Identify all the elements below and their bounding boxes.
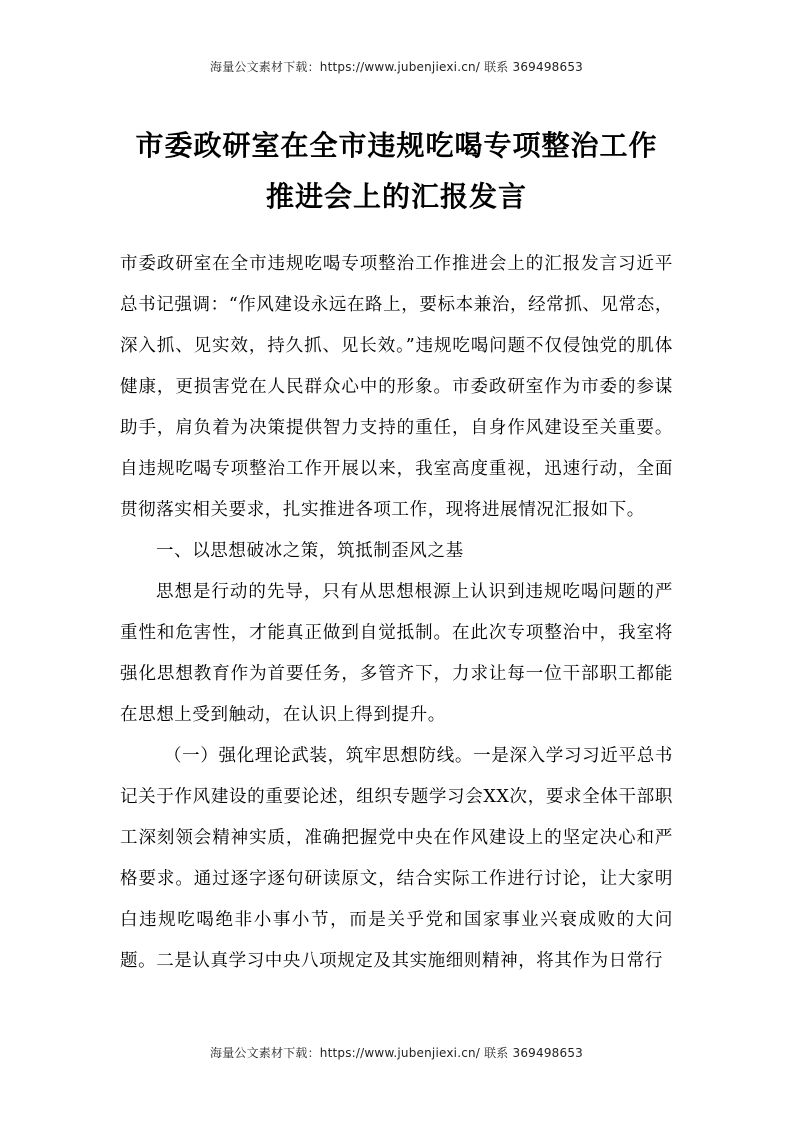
document-body — [120, 244, 673, 982]
subsection-paragraph: （一）强化理论武装，筑牢思想防线。一是深入学习习近平总书记关于作风建设的重要论述，组织专题学习会XX次，要求全体干部职工深刻领会精神实质，准确把握党中央在作风建设上的坚定决心和严格要求。通过逐字逐句研读原文，结合实际工作进行讨论，让大家明白违规吃喝绝非小事小节，而是关乎党和国家事业兴衰成败的大问题。二是认真学习中央八项规定及其实施细则精神，将其作为日常行 — [120, 746, 673, 971]
section-paragraph: 思想是行动的先导，只有从思想根源上认识到违规吃喝问题的严重性和危害性，才能真正做到自觉抵制。在此次专项整治中，我室将强化思想教育作为首要任务，多管齐下，力求让每一位干部职工都能在思想上受到触动，在认识上得到提升。 — [120, 582, 673, 725]
title-line-2: 推进会上的汇报发言 — [265, 180, 527, 213]
title-line-1: 市委政研室在全市违规吃喝专项整治工作 — [135, 129, 658, 162]
intro-paragraph: 市委政研室在全市违规吃喝专项整治工作推进会上的汇报发言习近平总书记强调：“作风建设永远在路上，要标本兼治，经常抓、见常态，深入抓、见实效，持久抓、见长效。”违规吃喝问题不仅侵蚀党的肌体健康，更损害党在人民群众心中的形象。市委政研室作为市委的参谋助手，肩负着为决策提供智力支持的重任，自身作风建设至关重要。自违规吃喝专项整治工作开展以来，我室高度重视，迅速行动，全面贯彻落实相关要求，扎实推进各项工作，现将进展情况汇报如下。 — [120, 254, 673, 520]
document-title — [100, 120, 693, 222]
page-header-note: 海量公文素材下载：https://www.jubenjiexi.cn/ 联系 369498653 — [210, 60, 583, 74]
page-footer-note: 海量公文素材下载：https://www.jubenjiexi.cn/ 联系 369498653 — [210, 1046, 583, 1060]
section-heading: 一、以思想破冰之策，筑抵制歪风之基 — [156, 541, 464, 561]
